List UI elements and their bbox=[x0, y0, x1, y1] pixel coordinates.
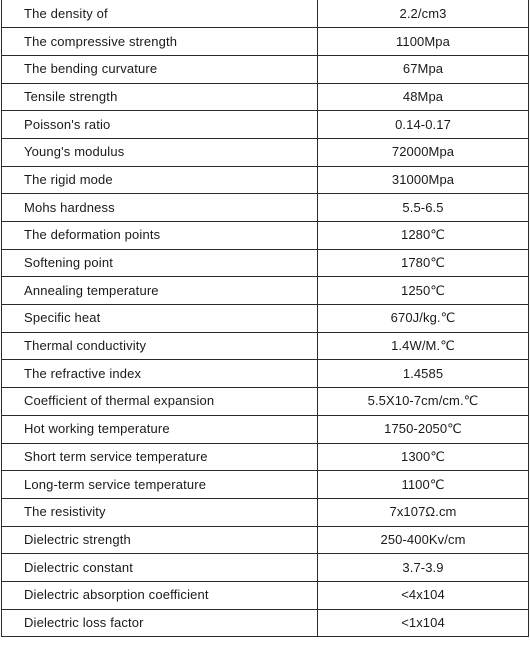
property-name-cell: Long-term service temperature bbox=[2, 471, 318, 499]
table-row bbox=[2, 305, 529, 333]
property-name-cell: Thermal conductivity bbox=[2, 332, 318, 360]
table-row bbox=[2, 83, 529, 111]
property-name-cell: Dielectric strength bbox=[2, 526, 318, 554]
property-value-cell: 1250℃ bbox=[318, 277, 529, 305]
property-name-cell: Dielectric constant bbox=[2, 554, 318, 582]
property-name-cell: Dielectric absorption coefficient bbox=[2, 581, 318, 609]
property-value-cell: 0.14-0.17 bbox=[318, 111, 529, 139]
property-value-cell: 1.4585 bbox=[318, 360, 529, 388]
table-row bbox=[2, 249, 529, 277]
property-value-cell: 31000Mpa bbox=[318, 166, 529, 194]
property-name-cell: Young's modulus bbox=[2, 138, 318, 166]
property-value-cell: 670J/kg.℃ bbox=[318, 305, 529, 333]
table-row bbox=[2, 194, 529, 222]
table-row bbox=[2, 277, 529, 305]
table-row bbox=[2, 166, 529, 194]
property-name-cell: The density of bbox=[2, 0, 318, 28]
table-row bbox=[2, 138, 529, 166]
table-row bbox=[2, 581, 529, 609]
table-row bbox=[2, 526, 529, 554]
property-name-cell: Annealing temperature bbox=[2, 277, 318, 305]
property-value-cell: 5.5-6.5 bbox=[318, 194, 529, 222]
table-row bbox=[2, 415, 529, 443]
property-value-cell: 72000Mpa bbox=[318, 138, 529, 166]
property-name-cell: Softening point bbox=[2, 249, 318, 277]
property-value-cell: 3.7-3.9 bbox=[318, 554, 529, 582]
property-name-cell: Coefficient of thermal expansion bbox=[2, 388, 318, 416]
property-name-cell: The refractive index bbox=[2, 360, 318, 388]
table-row bbox=[2, 443, 529, 471]
table-row bbox=[2, 0, 529, 28]
property-name-cell: Dielectric loss factor bbox=[2, 609, 318, 637]
property-value-cell: 1100℃ bbox=[318, 471, 529, 499]
property-value-cell: 1750-2050℃ bbox=[318, 415, 529, 443]
property-name-cell: The bending curvature bbox=[2, 55, 318, 83]
property-name-cell: Short term service temperature bbox=[2, 443, 318, 471]
property-value-cell: 67Mpa bbox=[318, 55, 529, 83]
property-name-cell: Specific heat bbox=[2, 305, 318, 333]
table-row bbox=[2, 471, 529, 499]
property-value-cell: 5.5X10-7cm/cm.℃ bbox=[318, 388, 529, 416]
property-name-cell: The compressive strength bbox=[2, 28, 318, 56]
property-value-cell: 1.4W/M.℃ bbox=[318, 332, 529, 360]
properties-table bbox=[1, 0, 529, 637]
property-value-cell: 250-400Kv/cm bbox=[318, 526, 529, 554]
property-value-cell: 2.2/cm3 bbox=[318, 0, 529, 28]
property-name-cell: The rigid mode bbox=[2, 166, 318, 194]
property-value-cell: 7x107Ω.cm bbox=[318, 498, 529, 526]
property-value-cell: <1x104 bbox=[318, 609, 529, 637]
table-row bbox=[2, 388, 529, 416]
table-row bbox=[2, 55, 529, 83]
table-row bbox=[2, 222, 529, 250]
property-name-cell: Poisson's ratio bbox=[2, 111, 318, 139]
properties-table-body bbox=[2, 0, 529, 637]
property-value-cell: 48Mpa bbox=[318, 83, 529, 111]
table-row bbox=[2, 498, 529, 526]
property-name-cell: Mohs hardness bbox=[2, 194, 318, 222]
property-value-cell: 1780℃ bbox=[318, 249, 529, 277]
table-row bbox=[2, 609, 529, 637]
property-value-cell: 1100Mpa bbox=[318, 28, 529, 56]
property-value-cell: <4x104 bbox=[318, 581, 529, 609]
table-row bbox=[2, 111, 529, 139]
property-name-cell: Hot working temperature bbox=[2, 415, 318, 443]
property-value-cell: 1280℃ bbox=[318, 222, 529, 250]
property-name-cell: The deformation points bbox=[2, 222, 318, 250]
property-name-cell: The resistivity bbox=[2, 498, 318, 526]
table-row bbox=[2, 332, 529, 360]
table-row bbox=[2, 554, 529, 582]
property-value-cell: 1300℃ bbox=[318, 443, 529, 471]
table-row bbox=[2, 28, 529, 56]
property-name-cell: Tensile strength bbox=[2, 83, 318, 111]
table-row bbox=[2, 360, 529, 388]
